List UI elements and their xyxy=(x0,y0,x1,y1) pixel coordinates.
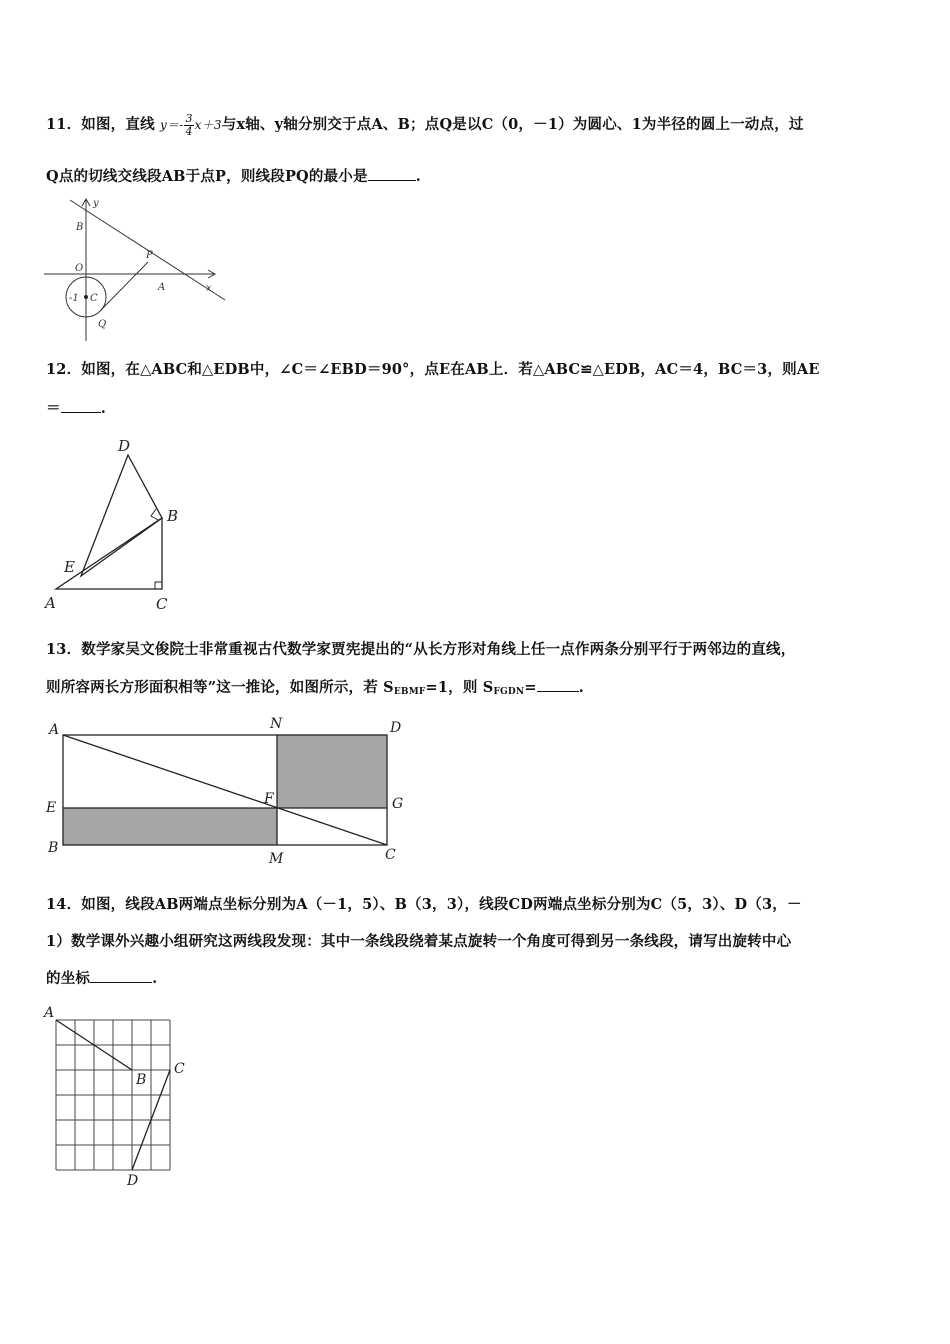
q14-answer-blank[interactable] xyxy=(90,970,152,983)
q12-label-d: D xyxy=(118,437,131,455)
q13-label-d: D xyxy=(390,720,402,736)
q13-label-f: F xyxy=(264,791,274,807)
q13-number: 13． xyxy=(46,641,82,658)
q14-label-a: A xyxy=(44,1005,55,1021)
q11-text-line2: Q点的切线交线段AB于点P，则线段PQ的最小是 xyxy=(46,168,368,185)
q13-label-b: B xyxy=(48,840,59,856)
q12-end: . xyxy=(100,400,106,417)
q14-text-line3: 的坐标 xyxy=(46,970,91,987)
q11-frac-num: 3 xyxy=(185,112,193,125)
q13-sub-ebmf: EBMF xyxy=(393,687,426,697)
q12-line-2 xyxy=(46,397,106,418)
q13-shaded-ebmf xyxy=(63,808,277,845)
q11-figure xyxy=(40,196,225,346)
q14-text-line1: 如图，线段AB两端点坐标分别为A（－1，5）、B（3，3），线段CD两端点坐标分别为C（5，3）、D（3，－ xyxy=(81,896,802,913)
q12-label-b: B xyxy=(167,507,179,525)
q13-sub-fgdn: FGDN xyxy=(493,687,525,697)
q13-label-n: N xyxy=(270,716,283,732)
q12-text-line1: 如图，在△ABC和△EDB中，∠C＝∠EBD＝90°，点E在AB上．若△ABC≌△EDB，AC＝4，BC＝3，则AE xyxy=(81,361,820,378)
q11-label-x: x xyxy=(206,283,212,294)
q14-number: 14． xyxy=(46,896,82,913)
q11-frac-den: 4 xyxy=(185,125,193,138)
q13-text-post: = xyxy=(524,679,537,696)
q14-label-c: C xyxy=(174,1061,185,1077)
q13-end: . xyxy=(578,679,584,696)
q13-label-c: C xyxy=(385,847,396,863)
q12-number: 12． xyxy=(46,361,82,378)
q14-line-2 xyxy=(46,930,791,951)
q11-label-b: B xyxy=(76,222,84,233)
q11-answer-blank[interactable] xyxy=(368,168,416,181)
q13-text-line1: 数学家吴文俊院士非常重视古代数学家贾宪提出的“从长方形对角线上任一点作两条分别平行于两邻边的直线， xyxy=(81,641,796,658)
q12-figure xyxy=(40,432,190,617)
q11-line-2 xyxy=(46,165,421,186)
q14-label-d: D xyxy=(127,1173,139,1189)
q11-fraction xyxy=(184,113,193,138)
q12-answer-blank[interactable] xyxy=(61,400,101,413)
q13-answer-blank[interactable] xyxy=(537,679,579,692)
q11-label-a: A xyxy=(158,282,166,293)
q11-text-pre: 如图，直线 xyxy=(81,116,155,133)
q11-eq-left: y＝- xyxy=(160,118,184,132)
q14-figure xyxy=(40,1003,200,1193)
q14-line-3 xyxy=(46,967,157,988)
q13-label-a: A xyxy=(49,722,60,738)
q11-center-dot xyxy=(84,295,88,299)
q12-right-angle-b xyxy=(151,509,158,520)
q12-label-e: E xyxy=(64,558,75,576)
q13-label-g: G xyxy=(392,796,404,812)
q14-grid xyxy=(56,1020,170,1170)
q14-text-line2: 1）数学课外兴趣小组研究这两线段发现：其中一条线段绕着某点旋转一个角度可得到另一条线段，请写出旋转中心 xyxy=(46,933,792,950)
q11-label-p: P xyxy=(146,250,153,261)
q12-label-a: A xyxy=(45,594,56,612)
q13-text-pre: 则所容两长方形面积相等”这一推论，如图所示，若 S xyxy=(46,679,394,696)
q13-label-e: E xyxy=(46,800,57,816)
q13-line-1 xyxy=(46,638,795,659)
q12-right-angle-c xyxy=(155,582,162,589)
q11-line-1 xyxy=(46,113,804,138)
q13-figure xyxy=(40,714,420,869)
q11-text-post: 与x轴、y轴分别交于点A、B；点Q是以C（0，－1）为圆心、1为半径的圆上一动点，过 xyxy=(221,116,804,133)
q14-label-b: B xyxy=(136,1072,147,1088)
q13-line-2 xyxy=(46,676,584,697)
q11-eq-right: x＋3 xyxy=(194,118,222,132)
q12-label-c: C xyxy=(156,595,168,613)
q11-label-neg1: -1 xyxy=(69,293,79,304)
q11-equation xyxy=(160,112,222,138)
q11-label-q: Q xyxy=(98,319,107,330)
q11-number: 11． xyxy=(46,116,82,133)
q14-end: . xyxy=(152,970,158,987)
q11-end: . xyxy=(415,168,421,185)
q13-label-m: M xyxy=(269,851,284,867)
q12-text-eq: ＝ xyxy=(46,400,61,417)
q14-line-1 xyxy=(46,893,802,914)
q11-label-c: C xyxy=(90,293,98,304)
q11-tangent-pq xyxy=(101,262,148,310)
q12-triangle-edb xyxy=(81,455,162,576)
q11-label-y: y xyxy=(93,198,99,209)
q13-text-mid: =1，则 S xyxy=(425,679,494,696)
q13-shaded-fgdn xyxy=(277,735,387,808)
q12-line-1 xyxy=(46,358,820,379)
q11-label-o: O xyxy=(75,263,84,274)
